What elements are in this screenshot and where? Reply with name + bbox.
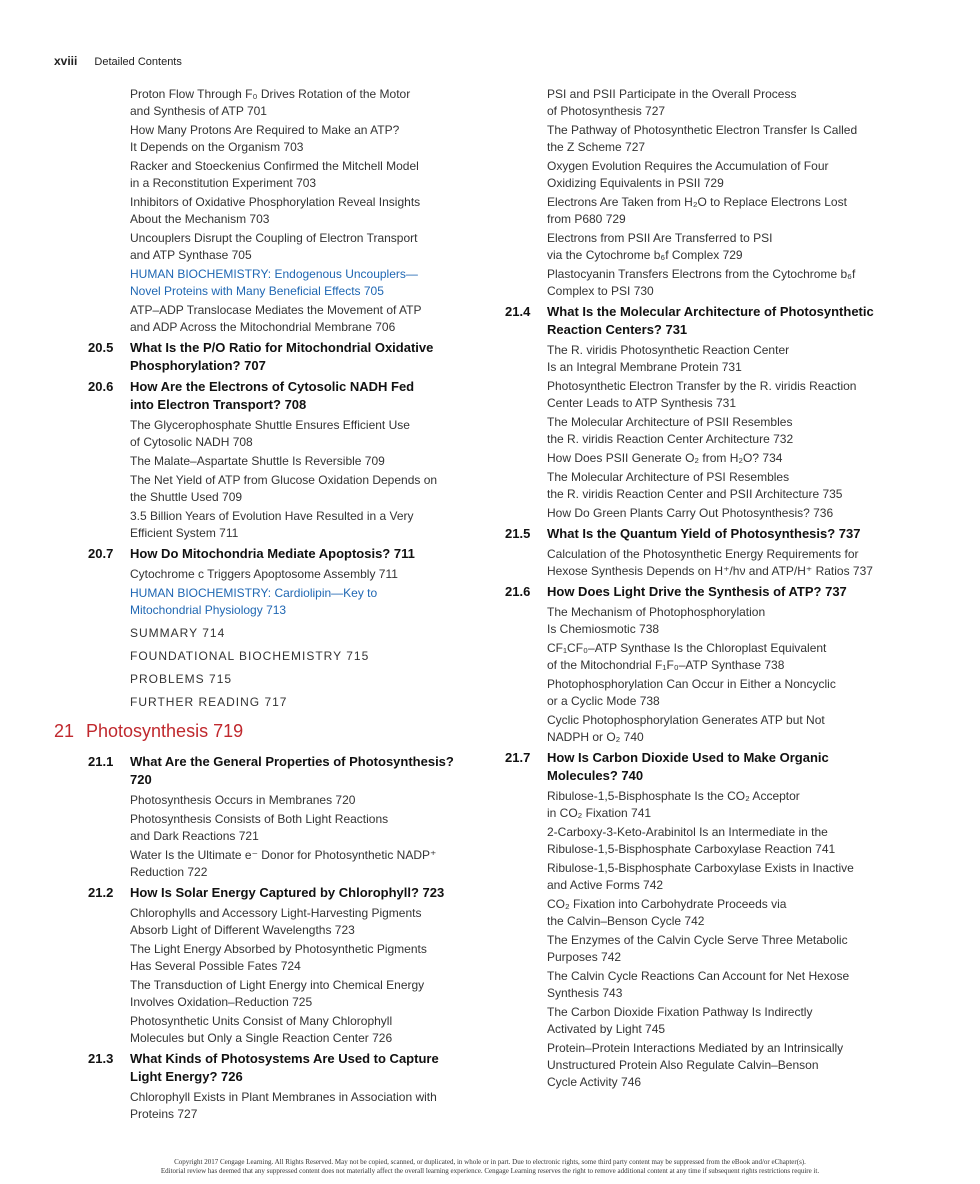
entry-line: Ribulose-1,5-Bisphosphate Is the CO₂ Acceptor — [547, 789, 800, 803]
entry-line: Molecules but Only a Single Reaction Center 726 — [130, 1031, 393, 1045]
entry-line: What Is the P/O Ratio for Mitochondrial Oxidative — [130, 340, 434, 355]
subsection-entry[interactable] — [547, 968, 875, 1002]
running-head-title: Detailed Contents — [94, 56, 182, 68]
entry-line: The Molecular Architecture of PSII Resembles — [547, 415, 793, 429]
entry-line: Calculation of the Photosynthetic Energy Requirements for — [547, 547, 859, 561]
section-number: 21.7 — [505, 750, 531, 765]
subsection-entry[interactable] — [547, 414, 875, 448]
section-number: 20.6 — [88, 379, 114, 394]
subsection-entry[interactable] — [547, 712, 875, 746]
entry-line: PROBLEMS 715 — [130, 672, 233, 686]
section-heading[interactable] — [88, 339, 464, 375]
entry-line: SUMMARY 714 — [130, 626, 226, 640]
subsection-entry[interactable] — [130, 472, 464, 506]
subsection-entry[interactable] — [130, 811, 464, 845]
section-heading[interactable] — [88, 545, 464, 563]
entry-line: Oxidizing Equivalents in PSII 729 — [547, 176, 724, 190]
subsection-entry[interactable] — [130, 417, 464, 451]
subsection-entry[interactable] — [130, 86, 464, 120]
section-heading[interactable] — [88, 1050, 464, 1086]
entry-line: CO₂ Fixation into Carbohydrate Proceeds via — [547, 897, 787, 911]
subsection-entry[interactable] — [130, 508, 464, 542]
toc-left-column — [54, 86, 464, 1125]
subsection-entry[interactable] — [547, 158, 875, 192]
subsection-entry[interactable] — [547, 1004, 875, 1038]
entry-line: Complex to PSI 730 — [547, 284, 654, 298]
end-matter-entry[interactable] — [130, 625, 464, 642]
section-number: 20.7 — [88, 546, 114, 561]
subsection-entry[interactable] — [547, 824, 875, 858]
entry-line: The Calvin Cycle Reactions Can Account for Net Hexose — [547, 969, 850, 983]
entry-line: Unstructured Protein Also Regulate Calvin–Benson — [547, 1058, 819, 1072]
end-matter-entry[interactable] — [130, 694, 464, 711]
entry-line: The Mechanism of Photophosphorylation — [547, 605, 766, 619]
entry-line: Ribulose-1,5-Bisphosphate Carboxylase Reaction 741 — [547, 842, 836, 856]
entry-line: Purposes 742 — [547, 950, 622, 964]
section-heading[interactable] — [88, 884, 464, 902]
entry-line: or a Cyclic Mode 738 — [547, 694, 660, 708]
entry-line: Mitochondrial Physiology 713 — [130, 603, 287, 617]
page-number: xviii — [54, 54, 78, 68]
entry-line: the Z Scheme 727 — [547, 140, 646, 154]
entry-line: Reduction 722 — [130, 865, 208, 879]
entry-line: and ATP Synthase 705 — [130, 248, 252, 262]
entry-line: of the Mitochondrial F₁F₀–ATP Synthase 738 — [547, 658, 785, 672]
entry-line: Water Is the Ultimate e⁻ Donor for Photosynthetic NADP⁺ — [130, 848, 437, 862]
subsection-entry[interactable] — [130, 158, 464, 192]
entry-line: and Active Forms 742 — [547, 878, 664, 892]
entry-line: Proton Flow Through F₀ Drives Rotation of the Motor — [130, 87, 411, 101]
entry-line: Inhibitors of Oxidative Phosphorylation Reveal Insights — [130, 195, 421, 209]
entry-line: The Molecular Architecture of PSI Resembles — [547, 470, 790, 484]
entry-line: How Is Solar Energy Captured by Chlorophyll? 723 — [130, 885, 445, 900]
entry-line: of Cytosolic NADH 708 — [130, 435, 253, 449]
subsection-entry[interactable] — [547, 122, 875, 156]
entry-line: About the Mechanism 703 — [130, 212, 270, 226]
subsection-entry[interactable] — [130, 566, 464, 583]
subsection-entry[interactable] — [547, 86, 875, 120]
subsection-entry[interactable] — [130, 977, 464, 1011]
entry-line: the Calvin–Benson Cycle 742 — [547, 914, 705, 928]
subsection-entry[interactable] — [547, 450, 875, 467]
entry-line: via the Cytochrome b₆f Complex 729 — [547, 248, 743, 262]
entry-line: Chlorophyll Exists in Plant Membranes in Association with — [130, 1090, 437, 1104]
subsection-entry[interactable] — [130, 230, 464, 264]
entry-line: Cytochrome c Triggers Apoptosome Assembly 711 — [130, 567, 398, 581]
section-heading[interactable] — [88, 378, 464, 414]
entry-line: The Net Yield of ATP from Glucose Oxidation Depends on — [130, 473, 438, 487]
chapter-number: 21 — [54, 721, 75, 741]
entry-line: Uncouplers Disrupt the Coupling of Electron Transport — [130, 231, 418, 245]
running-head — [54, 54, 182, 68]
section-heading[interactable] — [505, 583, 875, 601]
feature-box-entry[interactable] — [130, 585, 464, 619]
entry-line: Synthesis 743 — [547, 986, 623, 1000]
entry-line: The Carbon Dioxide Fixation Pathway Is Indirectly — [547, 1005, 813, 1019]
entry-line: 3.5 Billion Years of Evolution Have Resulted in a Very — [130, 509, 414, 523]
section-heading[interactable] — [505, 749, 875, 785]
entry-line: in CO₂ Fixation 741 — [547, 806, 652, 820]
entry-line: Novel Proteins with Many Beneficial Effects 705 — [130, 284, 384, 298]
entry-line: Photosynthesis Consists of Both Light Reactions — [130, 812, 389, 826]
entry-line: HUMAN BIOCHEMISTRY: Endogenous Uncouplers— — [130, 267, 418, 281]
entry-line: How Many Protons Are Required to Make an ATP? — [130, 123, 400, 137]
subsection-entry[interactable] — [547, 1040, 875, 1091]
entry-line: The Malate–Aspartate Shuttle Is Reversible 709 — [130, 454, 385, 468]
subsection-entry[interactable] — [547, 546, 875, 580]
entry-line: Photosynthetic Electron Transfer by the R. viridis Reaction — [547, 379, 857, 393]
section-number: 21.3 — [88, 1051, 114, 1066]
subsection-entry[interactable] — [547, 932, 875, 966]
section-heading[interactable] — [505, 303, 875, 339]
subsection-entry[interactable] — [130, 302, 464, 336]
entry-line: into Electron Transport? 708 — [130, 397, 307, 412]
entry-line: What Is the Quantum Yield of Photosynthesis? 737 — [547, 526, 861, 541]
entry-line: NADPH or O₂ 740 — [547, 730, 644, 744]
entry-line: 2-Carboxy-3-Keto-Arabinitol Is an Intermediate in the — [547, 825, 828, 839]
entry-line: Oxygen Evolution Requires the Accumulation of Four — [547, 159, 829, 173]
entry-line: Is Chemiosmotic 738 — [547, 622, 660, 636]
entry-line: Absorb Light of Different Wavelengths 723 — [130, 923, 355, 937]
entry-line: PSI and PSII Participate in the Overall Process — [547, 87, 797, 101]
entry-line: What Is the Molecular Architecture of Photosynthetic — [547, 304, 874, 319]
subsection-entry[interactable] — [547, 860, 875, 894]
entry-line: Light Energy? 726 — [130, 1069, 243, 1084]
entry-line: Photophosphorylation Can Occur in Either a Noncyclic — [547, 677, 836, 691]
subsection-entry[interactable] — [130, 194, 464, 228]
entry-line: Has Several Possible Fates 724 — [130, 959, 301, 973]
entry-line: Efficient System 711 — [130, 526, 239, 540]
subsection-entry[interactable] — [547, 194, 875, 228]
subsection-entry[interactable] — [547, 469, 875, 503]
chapter-title: Photosynthesis 719 — [86, 721, 244, 741]
subsection-entry[interactable] — [130, 1013, 464, 1047]
toc-right-column — [505, 86, 875, 1093]
entry-line: Involves Oxidation–Reduction 725 — [130, 995, 313, 1009]
subsection-entry[interactable] — [547, 342, 875, 376]
entry-line: Proteins 727 — [130, 1107, 198, 1121]
section-number: 21.6 — [505, 584, 531, 599]
entry-line: the R. viridis Reaction Center and PSII Architecture 735 — [547, 487, 843, 501]
entry-line: the Shuttle Used 709 — [130, 490, 243, 504]
subsection-entry[interactable] — [130, 453, 464, 470]
entry-line: Racker and Stoeckenius Confirmed the Mitchell Model — [130, 159, 419, 173]
entry-line: HUMAN BIOCHEMISTRY: Cardiolipin—Key to — [130, 586, 378, 600]
entry-line: Cycle Activity 746 — [547, 1075, 642, 1089]
entry-line: It Depends on the Organism 703 — [130, 140, 304, 154]
entry-line: Photosynthesis Occurs in Membranes 720 — [130, 793, 356, 807]
subsection-entry[interactable] — [130, 1089, 464, 1123]
entry-line: Cyclic Photophosphorylation Generates ATP but Not — [547, 713, 825, 727]
section-heading[interactable] — [505, 525, 875, 543]
entry-line: and ADP Across the Mitochondrial Membrane 706 — [130, 320, 396, 334]
section-number: 21.2 — [88, 885, 114, 900]
entry-line: How Is Carbon Dioxide Used to Make Organic — [547, 750, 829, 765]
section-number: 21.1 — [88, 754, 114, 769]
entry-line: from P680 729 — [547, 212, 626, 226]
entry-line: Electrons Are Taken from H₂O to Replace Electrons Lost — [547, 195, 847, 209]
subsection-entry[interactable] — [130, 905, 464, 939]
entry-line: How Do Mitochondria Mediate Apoptosis? 711 — [130, 546, 415, 561]
subsection-entry[interactable] — [547, 640, 875, 674]
entry-line: Is an Integral Membrane Protein 731 — [547, 360, 742, 374]
entry-line: Electrons from PSII Are Transferred to PSI — [547, 231, 773, 245]
subsection-entry[interactable] — [130, 941, 464, 975]
subsection-entry[interactable] — [547, 896, 875, 930]
entry-line: How Are the Electrons of Cytosolic NADH Fed — [130, 379, 415, 394]
entry-line: and Synthesis of ATP 701 — [130, 104, 267, 118]
entry-line: The R. viridis Photosynthetic Reaction Center — [547, 343, 790, 357]
entry-line: The Transduction of Light Energy into Chemical Energy — [130, 978, 425, 992]
section-number: 21.4 — [505, 304, 531, 319]
subsection-entry[interactable] — [547, 378, 875, 412]
entry-line: and Dark Reactions 721 — [130, 829, 259, 843]
entry-line: Center Leads to ATP Synthesis 731 — [547, 396, 737, 410]
entry-line: CF₁CF₀–ATP Synthase Is the Chloroplast Equivalent — [547, 641, 827, 655]
copyright-line-1: Copyright 2017 Cengage Learning. All Rights Reserved. May not be copied, scanned, or duplicated, in whole or in part. Due to electronic rights, some third party content may be suppressed from the eBook and/or eChapter(s). — [174, 1158, 806, 1166]
chapter-heading[interactable] — [54, 721, 464, 743]
entry-line: Activated by Light 745 — [547, 1022, 666, 1036]
subsection-entry[interactable] — [547, 266, 875, 300]
entry-line: FOUNDATIONAL BIOCHEMISTRY 715 — [130, 649, 370, 663]
entry-line: The Glycerophosphate Shuttle Ensures Efficient Use — [130, 418, 410, 432]
end-matter-entry[interactable] — [130, 671, 464, 688]
section-number: 20.5 — [88, 340, 114, 355]
entry-line: ATP–ADP Translocase Mediates the Movement of ATP — [130, 303, 422, 317]
entry-line: Reaction Centers? 731 — [547, 322, 688, 337]
section-number: 21.5 — [505, 526, 531, 541]
section-heading[interactable] — [88, 753, 464, 789]
entry-line: How Does PSII Generate O₂ from H₂O? 734 — [547, 451, 783, 465]
entry-line: How Does Light Drive the Synthesis of ATP? 737 — [547, 584, 847, 599]
subsection-entry[interactable] — [547, 604, 875, 638]
entry-line: The Pathway of Photosynthetic Electron Transfer Is Called — [547, 123, 858, 137]
entry-line: The Enzymes of the Calvin Cycle Serve Three Metabolic — [547, 933, 848, 947]
entry-line: What Are the General Properties of Photosynthesis? 720 — [130, 754, 454, 787]
copyright-line-2: Editorial review has deemed that any suppressed content does not materially affect the overall learning experience. Cengage Learning reserves the right to remove additional content at any time if subsequent rights restrictions require it. — [160, 1167, 820, 1175]
entry-line: of Photosynthesis 727 — [547, 104, 666, 118]
entry-line: Ribulose-1,5-Bisphosphate Carboxylase Exists in Inactive — [547, 861, 854, 875]
subsection-entry[interactable] — [547, 230, 875, 264]
entry-line: The Light Energy Absorbed by Photosynthetic Pigments — [130, 942, 427, 956]
subsection-entry[interactable] — [130, 792, 464, 809]
entry-line: FURTHER READING 717 — [130, 695, 288, 709]
copyright-footer — [90, 1158, 890, 1176]
entry-line: What Kinds of Photosystems Are Used to Capture — [130, 1051, 439, 1066]
entry-line: Hexose Synthesis Depends on H⁺/hν and ATP/H⁺ Ratios 737 — [547, 564, 873, 578]
subsection-entry[interactable] — [130, 122, 464, 156]
entry-line: Photosynthetic Units Consist of Many Chlorophyll — [130, 1014, 393, 1028]
subsection-entry[interactable] — [547, 676, 875, 710]
end-matter-entry[interactable] — [130, 648, 464, 665]
entry-line: Phosphorylation? 707 — [130, 358, 266, 373]
entry-line: Plastocyanin Transfers Electrons from the Cytochrome b₆f — [547, 267, 856, 281]
entry-line: Protein–Protein Interactions Mediated by an Intrinsically — [547, 1041, 844, 1055]
entry-line: in a Reconstitution Experiment 703 — [130, 176, 317, 190]
subsection-entry[interactable] — [130, 847, 464, 881]
subsection-entry[interactable] — [547, 788, 875, 822]
entry-line: the R. viridis Reaction Center Architecture 732 — [547, 432, 794, 446]
feature-box-entry[interactable] — [130, 266, 464, 300]
subsection-entry[interactable] — [547, 505, 875, 522]
entry-line: Molecules? 740 — [547, 768, 644, 783]
entry-line: Chlorophylls and Accessory Light-Harvesting Pigments — [130, 906, 422, 920]
entry-line: How Do Green Plants Carry Out Photosynthesis? 736 — [547, 506, 834, 520]
